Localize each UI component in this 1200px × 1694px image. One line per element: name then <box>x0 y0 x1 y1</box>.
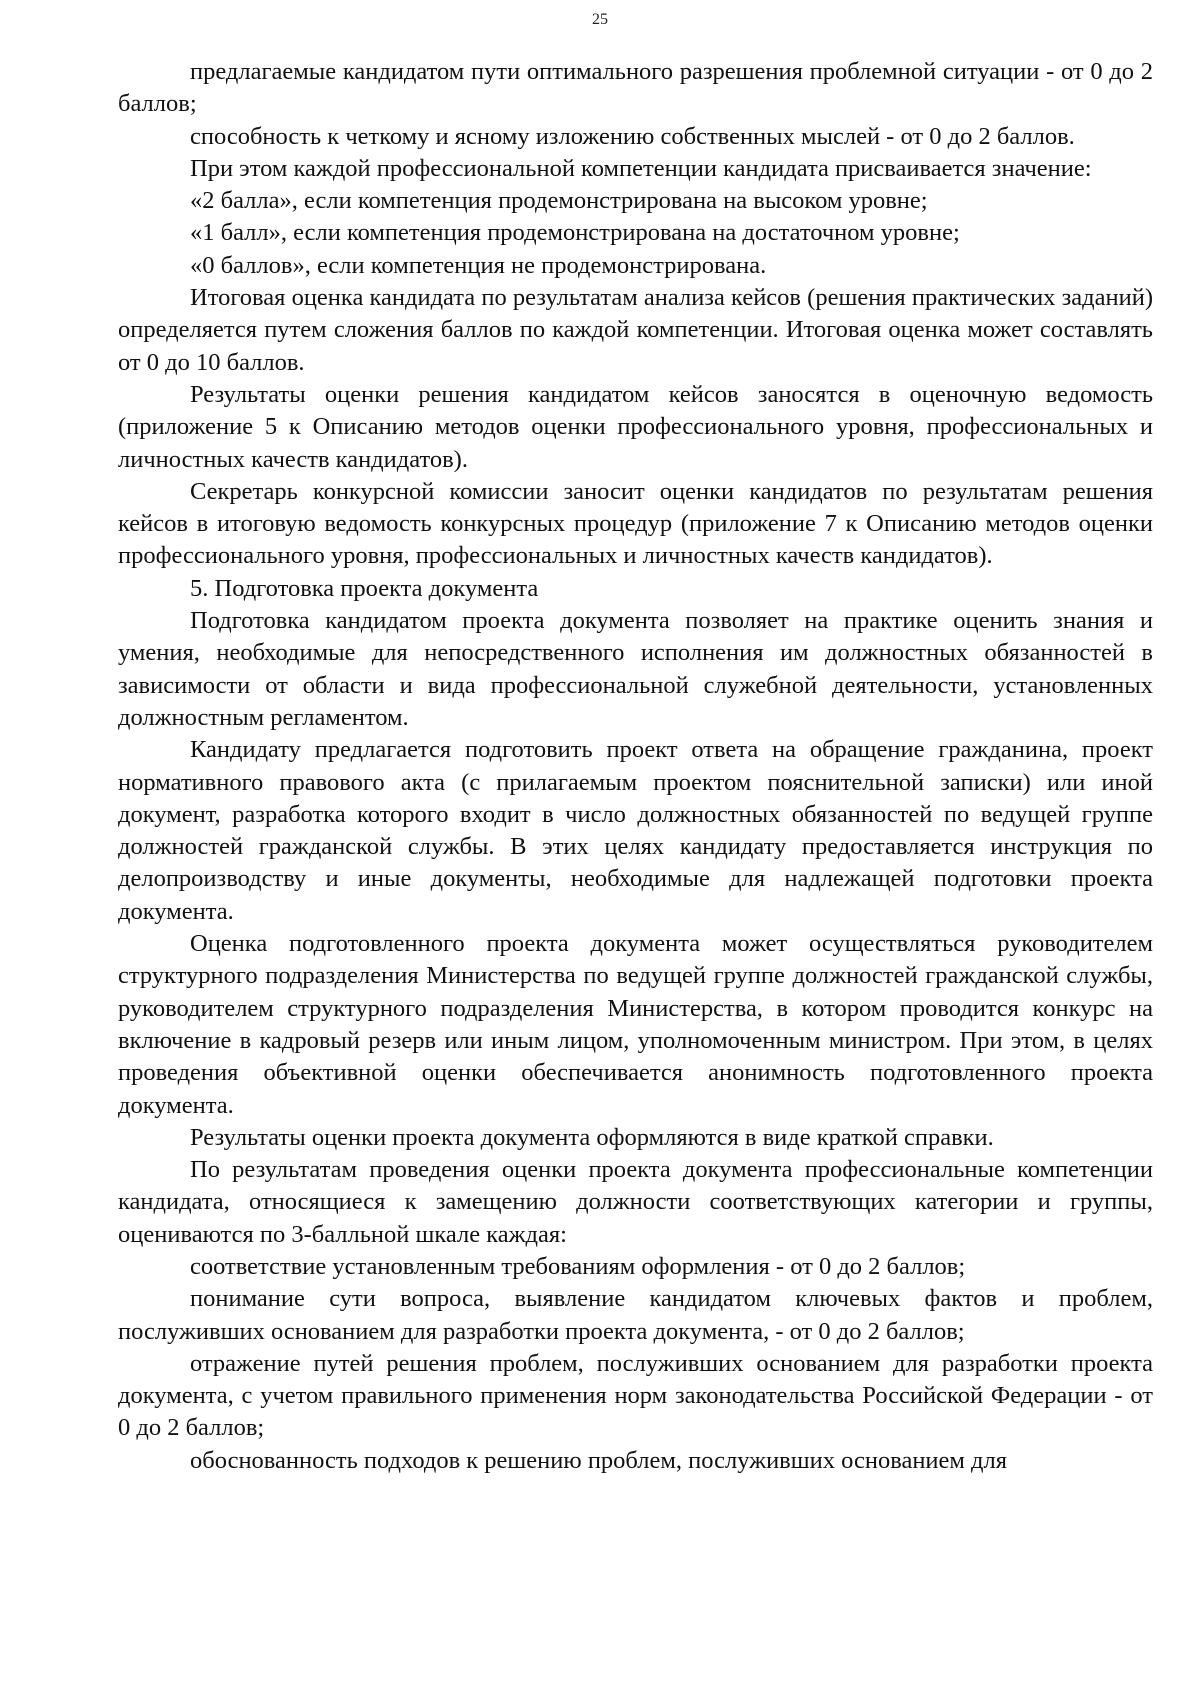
page-number: 25 <box>592 11 608 28</box>
paragraph: Результаты оценки решения кандидатом кейсов заносятся в оценочную ведомость (приложение 5 к Описанию методов оценки профессионального уровня, профессиональных и личностных качеств кандидатов). <box>118 380 1153 473</box>
paragraph: предлагаемые кандидатом пути оптимального разрешения проблемной ситуации - от 0 до 2 баллов; <box>118 58 1153 118</box>
paragraph: «2 балла», если компетенция продемонстрирована на высоком уровне; <box>190 187 928 215</box>
paragraph: Подготовка кандидатом проекта документа позволяет на практике оценить знания и умения, необходимые для непосредственного исполнения им должностных обязанностей в зависимости от области и вида профессиональной служебной деятельности, установленных должностным регламентом. <box>118 607 1153 731</box>
paragraph: способность к четкому и ясному изложению собственных мыслей - от 0 до 2 баллов. <box>190 122 1075 150</box>
paragraph: соответствие установленным требованиям оформления - от 0 до 2 баллов; <box>190 1252 966 1280</box>
paragraph: «1 балл», если компетенция продемонстрирована на достаточном уровне; <box>190 219 960 247</box>
section-heading: 5. Подготовка проекта документа <box>190 574 539 602</box>
paragraph: Оценка подготовленного проекта документа может осуществляться руководителем структурного подразделения Министерства по ведущей группе должностей гражданской службы, руководителем структурного подразделения Министерства, в котором проводится конкурс на включение в кадровый резерв или иным лицом, уполномоченным министром. При этом, в целях проведения объективной оценки обеспечивается анонимность подготовленного проекта документа. <box>118 930 1153 1119</box>
paragraph: Итоговая оценка кандидата по результатам анализа кейсов (решения практических заданий) определяется путем сложения баллов по каждой компетенции. Итоговая оценка может составлять от 0 до 10 баллов. <box>118 284 1153 376</box>
paragraph: При этом каждой профессиональной компетенции кандидата присваивается значение: <box>190 154 1092 182</box>
document-body <box>118 56 1153 1477</box>
paragraph: обоснованность подходов к решению проблем, послуживших основанием для <box>190 1446 1008 1474</box>
paragraph: «0 баллов», если компетенция не продемонстрирована. <box>190 251 767 279</box>
paragraph: отражение путей решения проблем, послуживших основанием для разработки проекта документа, с учетом правильного применения норм законодательства Российской Федерации - от 0 до 2 баллов; <box>118 1349 1153 1442</box>
paragraph: понимание сути вопроса, выявление кандидатом ключевых фактов и проблем, послуживших основанием для разработки проекта документа, - от 0 до 2 баллов; <box>118 1285 1153 1345</box>
paragraph: Секретарь конкурсной комиссии заносит оценки кандидатов по результатам решения кейсов в итоговую ведомость конкурсных процедур (приложение 7 к Описанию методов оценки профессионального уровня, профессиональных и личностных качеств кандидатов). <box>118 477 1153 570</box>
paragraph: Кандидату предлагается подготовить проект ответа на обращение гражданина, проект нормативного правового акта (с прилагаемым проектом пояснительной записки) или иной документ, разработка которого входит в число должностных обязанностей по ведущей группе должностей гражданской службы. В этих целях кандидату предоставляется инструкция по делопроизводству и иные документы, необходимые для надлежащей подготовки проекта документа. <box>118 736 1153 925</box>
paragraph: По результатам проведения оценки проекта документа профессиональные компетенции кандидата, относящиеся к замещению должности соответствующих категории и группы, оцениваются по 3-балльной шкале каждая: <box>118 1156 1153 1248</box>
paragraph: Результаты оценки проекта документа оформляются в виде краткой справки. <box>190 1123 994 1151</box>
